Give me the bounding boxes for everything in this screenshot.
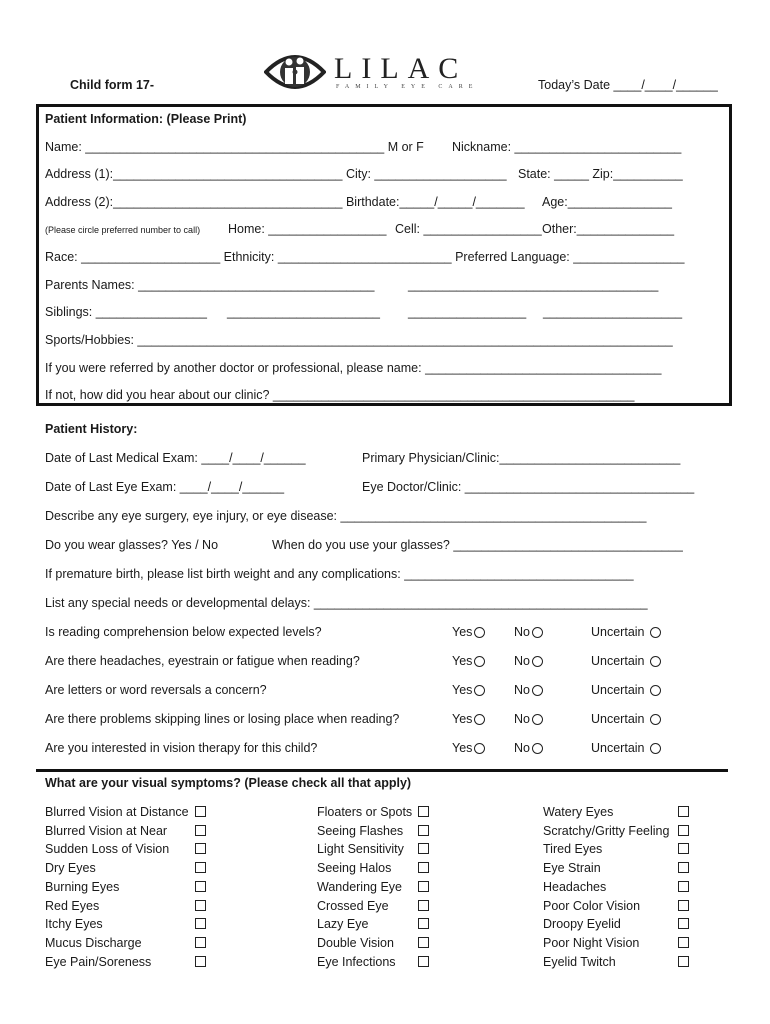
address1-city-field[interactable]: Address (1):_________________________________ City: ___________________: [45, 167, 507, 181]
symptom-label: Poor Night Vision: [543, 936, 640, 950]
eye-logo-icon: [264, 48, 326, 96]
symptom-checkbox[interactable]: [678, 843, 689, 854]
uncertain-option[interactable]: [591, 741, 661, 755]
uncertain-radio[interactable]: [650, 714, 661, 725]
uncertain-radio[interactable]: [650, 627, 661, 638]
symptom-label: Lazy Eye: [317, 917, 369, 931]
symptom-label: Headaches: [543, 880, 607, 894]
name-field[interactable]: Name: ___________________________________________ M or F: [45, 140, 424, 154]
race-ethnicity-language-field[interactable]: Race: ____________________ Ethnicity: _________________________ Preferred Language: ________________: [45, 250, 685, 264]
symptom-checkbox[interactable]: [418, 862, 429, 873]
yes-label: Yes: [452, 654, 473, 668]
symptom-label: Floaters or Spots: [317, 805, 413, 819]
logo: [264, 48, 479, 98]
parents-names-second-field[interactable]: ____________________________________: [408, 278, 659, 292]
symptom-label: Poor Color Vision: [543, 899, 641, 913]
sports-hobbies-field[interactable]: Sports/Hobbies: _____________________________________________________________________________: [45, 333, 673, 347]
age-field[interactable]: Age:_______________: [542, 195, 672, 209]
no-radio[interactable]: [532, 656, 543, 667]
uncertain-radio[interactable]: [650, 656, 661, 667]
symptom-checkbox[interactable]: [678, 825, 689, 836]
history-question-text: Are there problems skipping lines or losing place when reading?: [45, 712, 400, 726]
yes-option[interactable]: [452, 741, 485, 755]
no-radio[interactable]: [532, 685, 543, 696]
symptom-label: Blurred Vision at Near: [45, 824, 168, 838]
uncertain-label: Uncertain: [591, 712, 645, 726]
uncertain-label: Uncertain: [591, 654, 645, 668]
no-label: No: [514, 683, 530, 697]
history-question-text: Are you interested in vision therapy for this child?: [45, 741, 318, 755]
uncertain-radio[interactable]: [650, 685, 661, 696]
other-phone-field[interactable]: Other:______________: [542, 222, 675, 236]
history-question-text: Are there headaches, eyestrain or fatigue when reading?: [45, 654, 360, 668]
siblings-field-4[interactable]: ____________________: [543, 305, 683, 319]
no-option[interactable]: [514, 654, 543, 668]
symptom-checkbox[interactable]: [195, 956, 206, 967]
address2-birthdate-field[interactable]: Address (2):_________________________________ Birthdate:_____/_____/_______: [45, 195, 525, 209]
symptom-checkbox[interactable]: [418, 918, 429, 929]
symptom-checkbox[interactable]: [678, 918, 689, 929]
uncertain-option[interactable]: [591, 654, 661, 668]
symptoms-title: What are your visual symptoms? (Please check all that apply): [45, 776, 412, 790]
yes-radio[interactable]: [474, 656, 485, 667]
symptom-label: Mucus Discharge: [45, 936, 142, 950]
uncertain-option[interactable]: [591, 712, 661, 726]
symptom-checkbox[interactable]: [418, 937, 429, 948]
special-needs-field[interactable]: List any special needs or developmental delays: ________________________________________________: [45, 596, 648, 610]
wear-glasses-question[interactable]: Do you wear glasses? Yes / No: [45, 538, 219, 552]
symptom-label: Eye Pain/Soreness: [45, 955, 152, 969]
symptom-checkbox[interactable]: [195, 843, 206, 854]
uncertain-label: Uncertain: [591, 683, 645, 697]
no-option[interactable]: [514, 712, 543, 726]
symptom-checkbox[interactable]: [195, 806, 206, 817]
symptom-checkbox[interactable]: [678, 937, 689, 948]
symptom-checkbox[interactable]: [418, 900, 429, 911]
siblings-field-2[interactable]: ______________________: [227, 305, 380, 319]
no-label: No: [514, 712, 530, 726]
nickname-field[interactable]: Nickname: ________________________: [452, 140, 682, 154]
logo-tagline: FAMILY EYE CARE: [336, 84, 479, 90]
symptom-checkbox[interactable]: [678, 862, 689, 873]
symptom-label: Droopy Eyelid: [543, 917, 621, 931]
history-question-text: Are letters or word reversals a concern?: [45, 683, 267, 697]
patient-history-title: Patient History:: [45, 422, 138, 436]
last-eye-exam-field[interactable]: Date of Last Eye Exam: ____/____/______: [45, 480, 285, 494]
heard-about-field[interactable]: If not, how did you hear about our clinic? ____________________________________________________: [45, 388, 635, 402]
symptom-label: Blurred Vision at Distance: [45, 805, 189, 819]
uncertain-label: Uncertain: [591, 741, 645, 755]
yes-radio[interactable]: [474, 714, 485, 725]
symptom-checkbox[interactable]: [418, 956, 429, 967]
symptom-label: Itchy Eyes: [45, 917, 103, 931]
symptom-checkbox[interactable]: [195, 900, 206, 911]
uncertain-option[interactable]: [591, 683, 661, 697]
symptom-checkbox[interactable]: [195, 881, 206, 892]
symptom-checkbox[interactable]: [678, 956, 689, 967]
uncertain-option[interactable]: [591, 625, 661, 639]
symptom-label: Tired Eyes: [543, 842, 603, 856]
no-radio[interactable]: [532, 743, 543, 754]
symptom-label: Burning Eyes: [45, 880, 120, 894]
yes-option[interactable]: [452, 712, 485, 726]
phone-note: (Please circle preferred number to call): [45, 225, 201, 235]
symptom-label: Wandering Eye: [317, 880, 402, 894]
yes-radio[interactable]: [474, 743, 485, 754]
symptom-label: Seeing Halos: [317, 861, 392, 875]
eye-surgery-field[interactable]: Describe any eye surgery, eye injury, or eye disease: ____________________________________________: [45, 509, 647, 523]
symptom-checkbox[interactable]: [418, 806, 429, 817]
section-divider: [36, 769, 728, 772]
symptom-checkbox[interactable]: [678, 806, 689, 817]
symptom-label: Crossed Eye: [317, 899, 389, 913]
symptom-checkbox[interactable]: [195, 918, 206, 929]
yes-radio[interactable]: [474, 627, 485, 638]
yes-radio[interactable]: [474, 685, 485, 696]
symptom-checkbox[interactable]: [678, 900, 689, 911]
symptom-label: Seeing Flashes: [317, 824, 404, 838]
symptom-label: Dry Eyes: [45, 861, 96, 875]
glasses-use-field[interactable]: When do you use your glasses? _________________________________: [272, 538, 683, 552]
siblings-field-3[interactable]: _________________: [408, 305, 527, 319]
eye-doctor-field[interactable]: Eye Doctor/Clinic: _________________________________: [362, 480, 695, 494]
yes-label: Yes: [452, 741, 473, 755]
symptom-label: Scratchy/Gritty Feeling: [543, 824, 670, 838]
no-label: No: [514, 741, 530, 755]
symptom-label: Eyelid Twitch: [543, 955, 616, 969]
patient-info-title: Patient Information: (Please Print): [45, 112, 247, 126]
yes-label: Yes: [452, 683, 473, 697]
symptom-label: Eye Strain: [543, 861, 601, 875]
symptom-label: Sudden Loss of Vision: [45, 842, 170, 856]
primary-physician-field[interactable]: Primary Physician/Clinic:__________________________: [362, 451, 681, 465]
symptom-checkbox[interactable]: [678, 881, 689, 892]
no-label: No: [514, 654, 530, 668]
logo-name: LILAC: [334, 52, 468, 85]
symptom-checkbox[interactable]: [418, 881, 429, 892]
symptom-label: Light Sensitivity: [317, 842, 404, 856]
uncertain-label: Uncertain: [591, 625, 645, 639]
state-zip-field[interactable]: State: _____ Zip:__________: [518, 167, 683, 181]
no-option[interactable]: [514, 625, 543, 639]
yes-option[interactable]: [452, 683, 485, 697]
home-phone-field[interactable]: Home: _________________: [228, 222, 387, 236]
uncertain-radio[interactable]: [650, 743, 661, 754]
symptom-label: Double Vision: [317, 936, 394, 950]
parents-names-field[interactable]: Parents Names: __________________________________: [45, 278, 375, 292]
no-option[interactable]: [514, 683, 543, 697]
yes-option[interactable]: [452, 625, 485, 639]
no-label: No: [514, 625, 530, 639]
symptom-checkbox[interactable]: [195, 825, 206, 836]
symptom-label: Watery Eyes: [543, 805, 614, 819]
symptom-checkbox[interactable]: [418, 825, 429, 836]
symptom-checkbox[interactable]: [418, 843, 429, 854]
history-question-text: Is reading comprehension below expected levels?: [45, 625, 322, 639]
symptom-label: Eye Infections: [317, 955, 396, 969]
siblings-field[interactable]: Siblings: ________________: [45, 305, 207, 319]
referred-by-field[interactable]: If you were referred by another doctor or professional, please name: __________________________________: [45, 361, 662, 375]
form-id: Child form 17-: [70, 78, 155, 92]
yes-label: Yes: [452, 625, 473, 639]
premature-birth-field[interactable]: If premature birth, please list birth weight and any complications: _________________________________: [45, 567, 634, 581]
no-radio[interactable]: [532, 627, 543, 638]
symptom-checkbox[interactable]: [195, 862, 206, 873]
symptom-checkbox[interactable]: [195, 937, 206, 948]
last-medical-exam-field[interactable]: Date of Last Medical Exam: ____/____/______: [45, 451, 306, 465]
no-option[interactable]: [514, 741, 543, 755]
no-radio[interactable]: [532, 714, 543, 725]
todays-date-field[interactable]: Today’s Date ____/____/______: [538, 78, 718, 92]
symptom-label: Red Eyes: [45, 899, 100, 913]
yes-option[interactable]: [452, 654, 485, 668]
yes-label: Yes: [452, 712, 473, 726]
cell-phone-field[interactable]: Cell: _________________: [395, 222, 542, 236]
